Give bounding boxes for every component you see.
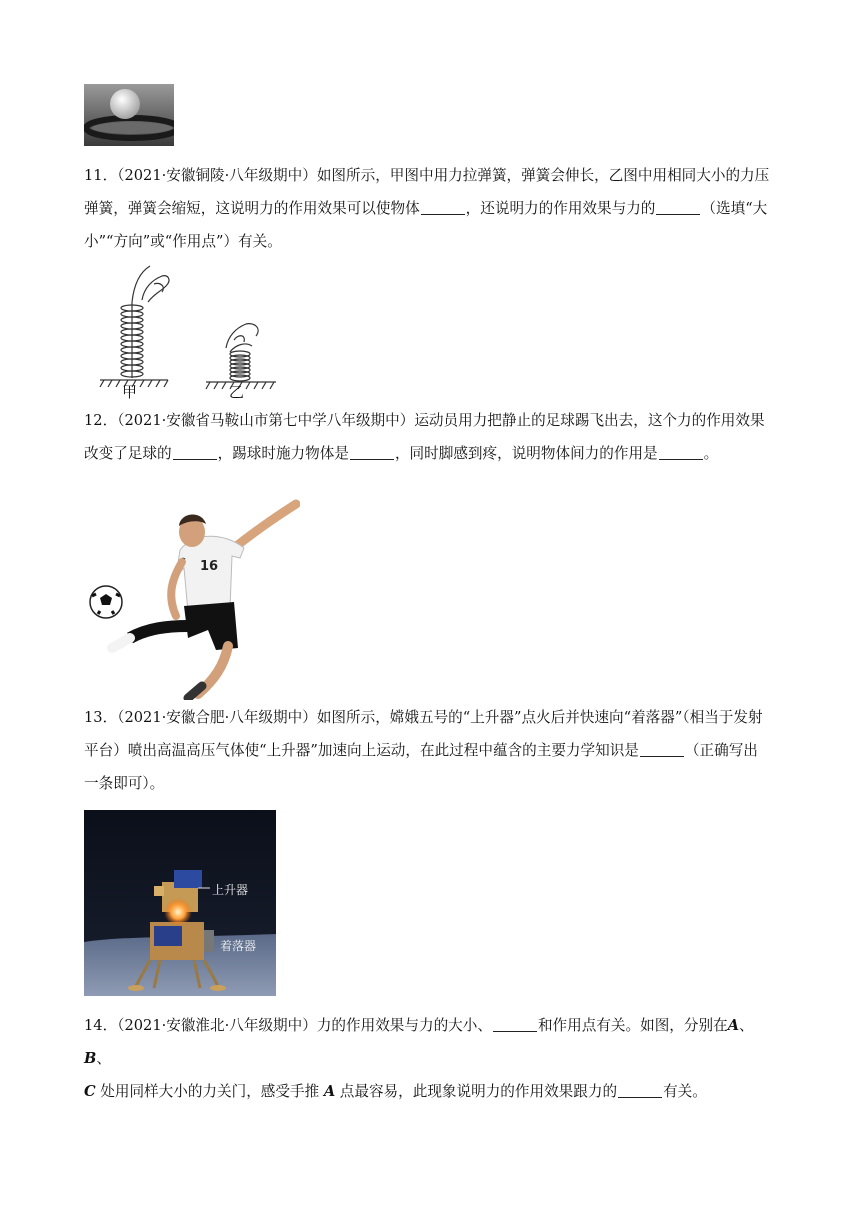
answer-blank[interactable] [350, 445, 394, 460]
springs-figure [96, 262, 286, 402]
figure-label-yi: 乙 [229, 383, 245, 401]
label-ascender: 上升器 [212, 883, 249, 897]
soccer-player-image [84, 498, 300, 700]
question-12 [84, 404, 780, 470]
answer-blank[interactable] [656, 200, 700, 215]
q13-line-3: 一条即可）。 [84, 775, 165, 792]
q12-line-1: 12．（2021·安徽省马鞍山市第七中学八年级期中）运动员用力把静止的足球踢飞出去，这个力的作用效果 [84, 412, 765, 429]
answer-blank[interactable] [618, 1083, 662, 1098]
q13-line-1: 13．（2021·安徽合肥·八年级期中）如图所示，嫦娥五号的“上升器”点火后并快速向“着落器”（相当于发射 [84, 709, 763, 726]
q13-line-2: 平台）喷出高温高压气体使“上升器”加速向上运动，在此过程中蕴含的主要力学知识是 （正确写出 [84, 742, 758, 759]
figure-label-jia: 甲 [122, 383, 138, 401]
jersey-number: 16 [200, 559, 219, 574]
tennis-racket-image [84, 84, 174, 146]
q11-line-1: 11．（2021·安徽铜陵·八年级期中）如图所示，甲图中用力拉弹簧，弹簧会伸长，乙图中用相同大小的力压 [84, 167, 770, 184]
answer-blank[interactable] [493, 1017, 537, 1032]
question-11 [84, 159, 780, 258]
question-14 [84, 1009, 780, 1108]
lunar-lander-image [84, 810, 276, 996]
answer-blank[interactable] [659, 445, 703, 460]
q11-line-2: 弹簧，弹簧会缩短，这说明力的作用效果可以使物体 ，还说明力的作用效果与力的 （选填“大 [84, 200, 768, 217]
answer-blank[interactable] [421, 200, 465, 215]
label-lander: 着落器 [220, 939, 257, 953]
q11-line-3: 小”“方向”或“作用点”）有关。 [84, 233, 282, 250]
answer-blank[interactable] [640, 742, 684, 757]
answer-blank[interactable] [173, 445, 217, 460]
question-13 [84, 701, 780, 800]
q14-line-1: 14．（2021·安徽淮北·八年级期中）力的作用效果与力的大小、 和作用点有关。如图，分别在A、B、 [84, 1017, 754, 1067]
q14-line-2: C 处用同样大小的力关门，感受手推 A 点最容易，此现象说明力的作用效果跟力的 有关。 [84, 1083, 707, 1100]
q12-line-2: 改变了足球的 ，踢球时施力物体是 ，同时脚感到疼，说明物体间力的作用是 。 [84, 445, 719, 462]
